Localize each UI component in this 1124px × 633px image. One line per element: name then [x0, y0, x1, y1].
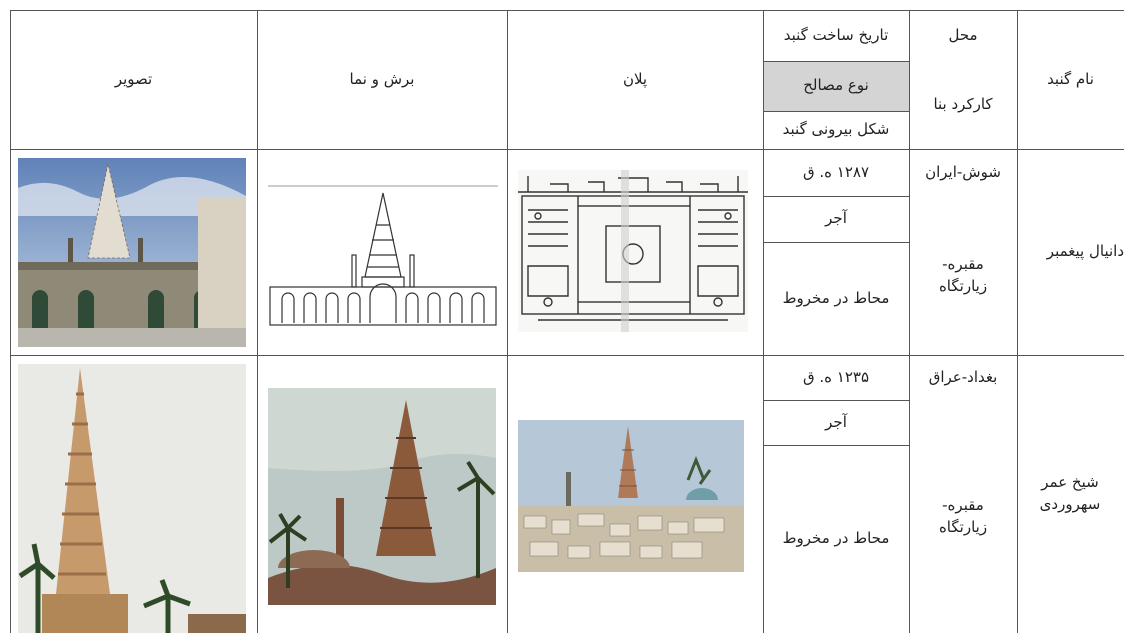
row-material: آجر — [825, 412, 847, 431]
floor-plan-drawing — [518, 170, 748, 332]
row-name: شیخ عمر سهروردی — [1039, 473, 1101, 513]
row-build-date: ۱۲۸۷ ه. ق — [802, 162, 870, 181]
header-photo: تصویر — [114, 69, 153, 88]
elevation-drawing — [268, 185, 498, 327]
header-material: نوع مصالح — [803, 76, 869, 95]
mausoleum-photo — [18, 158, 246, 347]
row-location: بغداد-عراق — [928, 367, 998, 386]
row-location: شوش-ایران — [925, 162, 1001, 181]
header-build-date: تاریخ ساخت گنبد — [783, 25, 889, 44]
row-function: مقبره- زیارتگاه — [938, 495, 988, 536]
row-outer-shape: محاط در مخروط — [782, 288, 890, 307]
header-function: کارکرد بنا — [933, 95, 993, 114]
header-outer-shape: شکل بیرونی گنبد — [782, 120, 890, 139]
row-build-date: ۱۲۳۵ ه. ق — [802, 367, 870, 386]
mausoleum-photo — [18, 364, 246, 633]
header-section: برش و نما — [349, 69, 415, 88]
row-function: مقبره- زیارتگاه — [938, 254, 988, 295]
row-name: دانیال پیغمبر — [1046, 242, 1124, 261]
header-plan: پلان — [622, 69, 648, 88]
header-location: محل — [948, 25, 978, 44]
row-material: آجر — [825, 209, 847, 228]
header-name: نام گنبد — [1047, 69, 1094, 88]
row-outer-shape: محاط در مخروط — [782, 529, 890, 548]
mausoleum-photo — [268, 388, 496, 605]
mausoleum-photo — [518, 420, 744, 572]
